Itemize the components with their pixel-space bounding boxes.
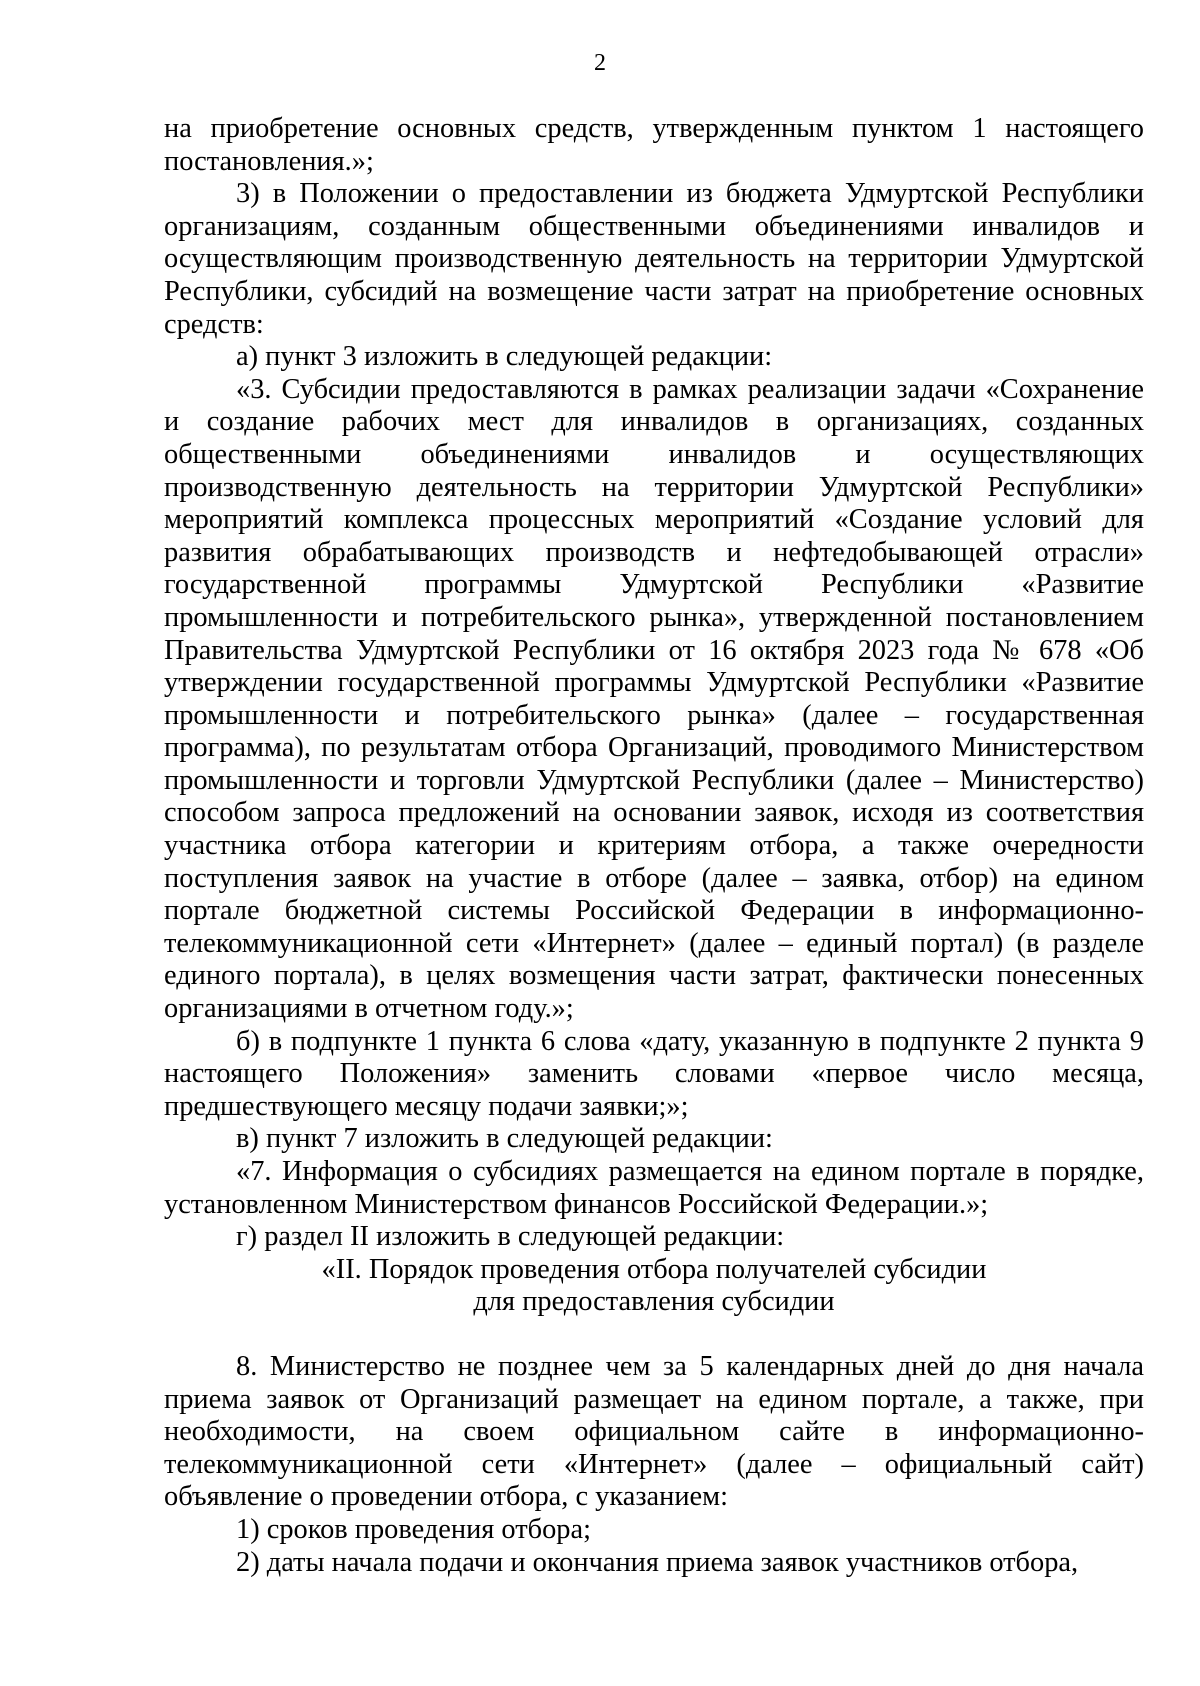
paragraph: на приобретение основных средств, утвержденным пунктом 1 настоящего постановления.»; (164, 113, 1144, 177)
paragraph: г) раздел II изложить в следующей редакции: (236, 1221, 785, 1253)
paragraph: б) в подпункте 1 пункта 6 слова «дату, указанную в подпункте 2 пункта 9 настоящего Положения» заменить словами «первое число месяца, предшествующего месяцу подачи заявки;»; (164, 1025, 1144, 1122)
paragraph: в) пункт 7 изложить в следующей редакции: (236, 1123, 773, 1155)
document-body (164, 113, 1144, 1579)
paragraph: а) пункт 3 изложить в следующей редакции: (236, 341, 773, 373)
paragraph: 8. Министерство не позднее чем за 5 календарных дней до дня начала приема заявок от Организаций размещает на едином портале, а также, при необходимости, на своем официальном сайте в информационно-телекоммуникационной сети «Интернет» (далее – официальный сайт) объявление о проведении отбора, с указанием: (164, 1350, 1144, 1513)
section-heading-line: для предоставления субсидии (473, 1286, 835, 1318)
paragraph: «7. Информация о субсидиях размещается на едином портале в порядке, установленном Министерством финансов Российской Федерации.»; (164, 1156, 1144, 1220)
paragraph: 3) в Положении о предоставлении из бюджета Удмуртской Республики организациям, созданным общественными объединениями инвалидов и осуществляющим производственную деятельность на территории Удмуртской Республики, субсидий на возмещение части затрат на приобретение основных средств: (164, 178, 1144, 340)
paragraph: 2) даты начала подачи и окончания приема заявок участников отбора, (236, 1546, 1079, 1578)
paragraph: 1) сроков проведения отбора; (236, 1513, 591, 1545)
page-number: 2 (594, 50, 606, 76)
paragraph: «3. Субсидии предоставляются в рамках реализации задачи «Сохранение и создание рабочих мест для инвалидов в организациях, созданных общественными объединениями инвалидов и осуществляющих производственную деятельность на территории Удмуртской Республики» мероприятий комплекса процессных мероприятий «Создание условий для развития обрабатывающих производств и нефтедобывающей отрасли» государственной программы Удмуртской Республики «Развитие промышленности и потребительского рынка», утвержденной постановлением Правительства Удмуртской Республики от 16 октября 2023 года № 678 «Об утверждении государственной программы Удмуртской Республики «Развитие промышленности и потребительского рынка» (далее – государственная программа), по результатам отбора Организаций, проводимого Министерством промышленности и торговли Удмуртской Республики (далее – Министерство) способом запроса предложений на основании заявок, исходя из соответствия участника отбора категории и критериям отбора, а также очередности поступления заявок на участие в отборе (далее – заявка, отбор) на едином портале бюджетной системы Российской Федерации в информационно-телекоммуникационной сети «Интернет» (далее – единый портал) (в разделе единого портала), в целях возмещения части затрат, фактически понесенных организациями в отчетном году.»; (164, 373, 1144, 1025)
section-heading (164, 1254, 1144, 1319)
section-heading-line: «II. Порядок проведения отбора получателей субсидии (321, 1253, 987, 1285)
